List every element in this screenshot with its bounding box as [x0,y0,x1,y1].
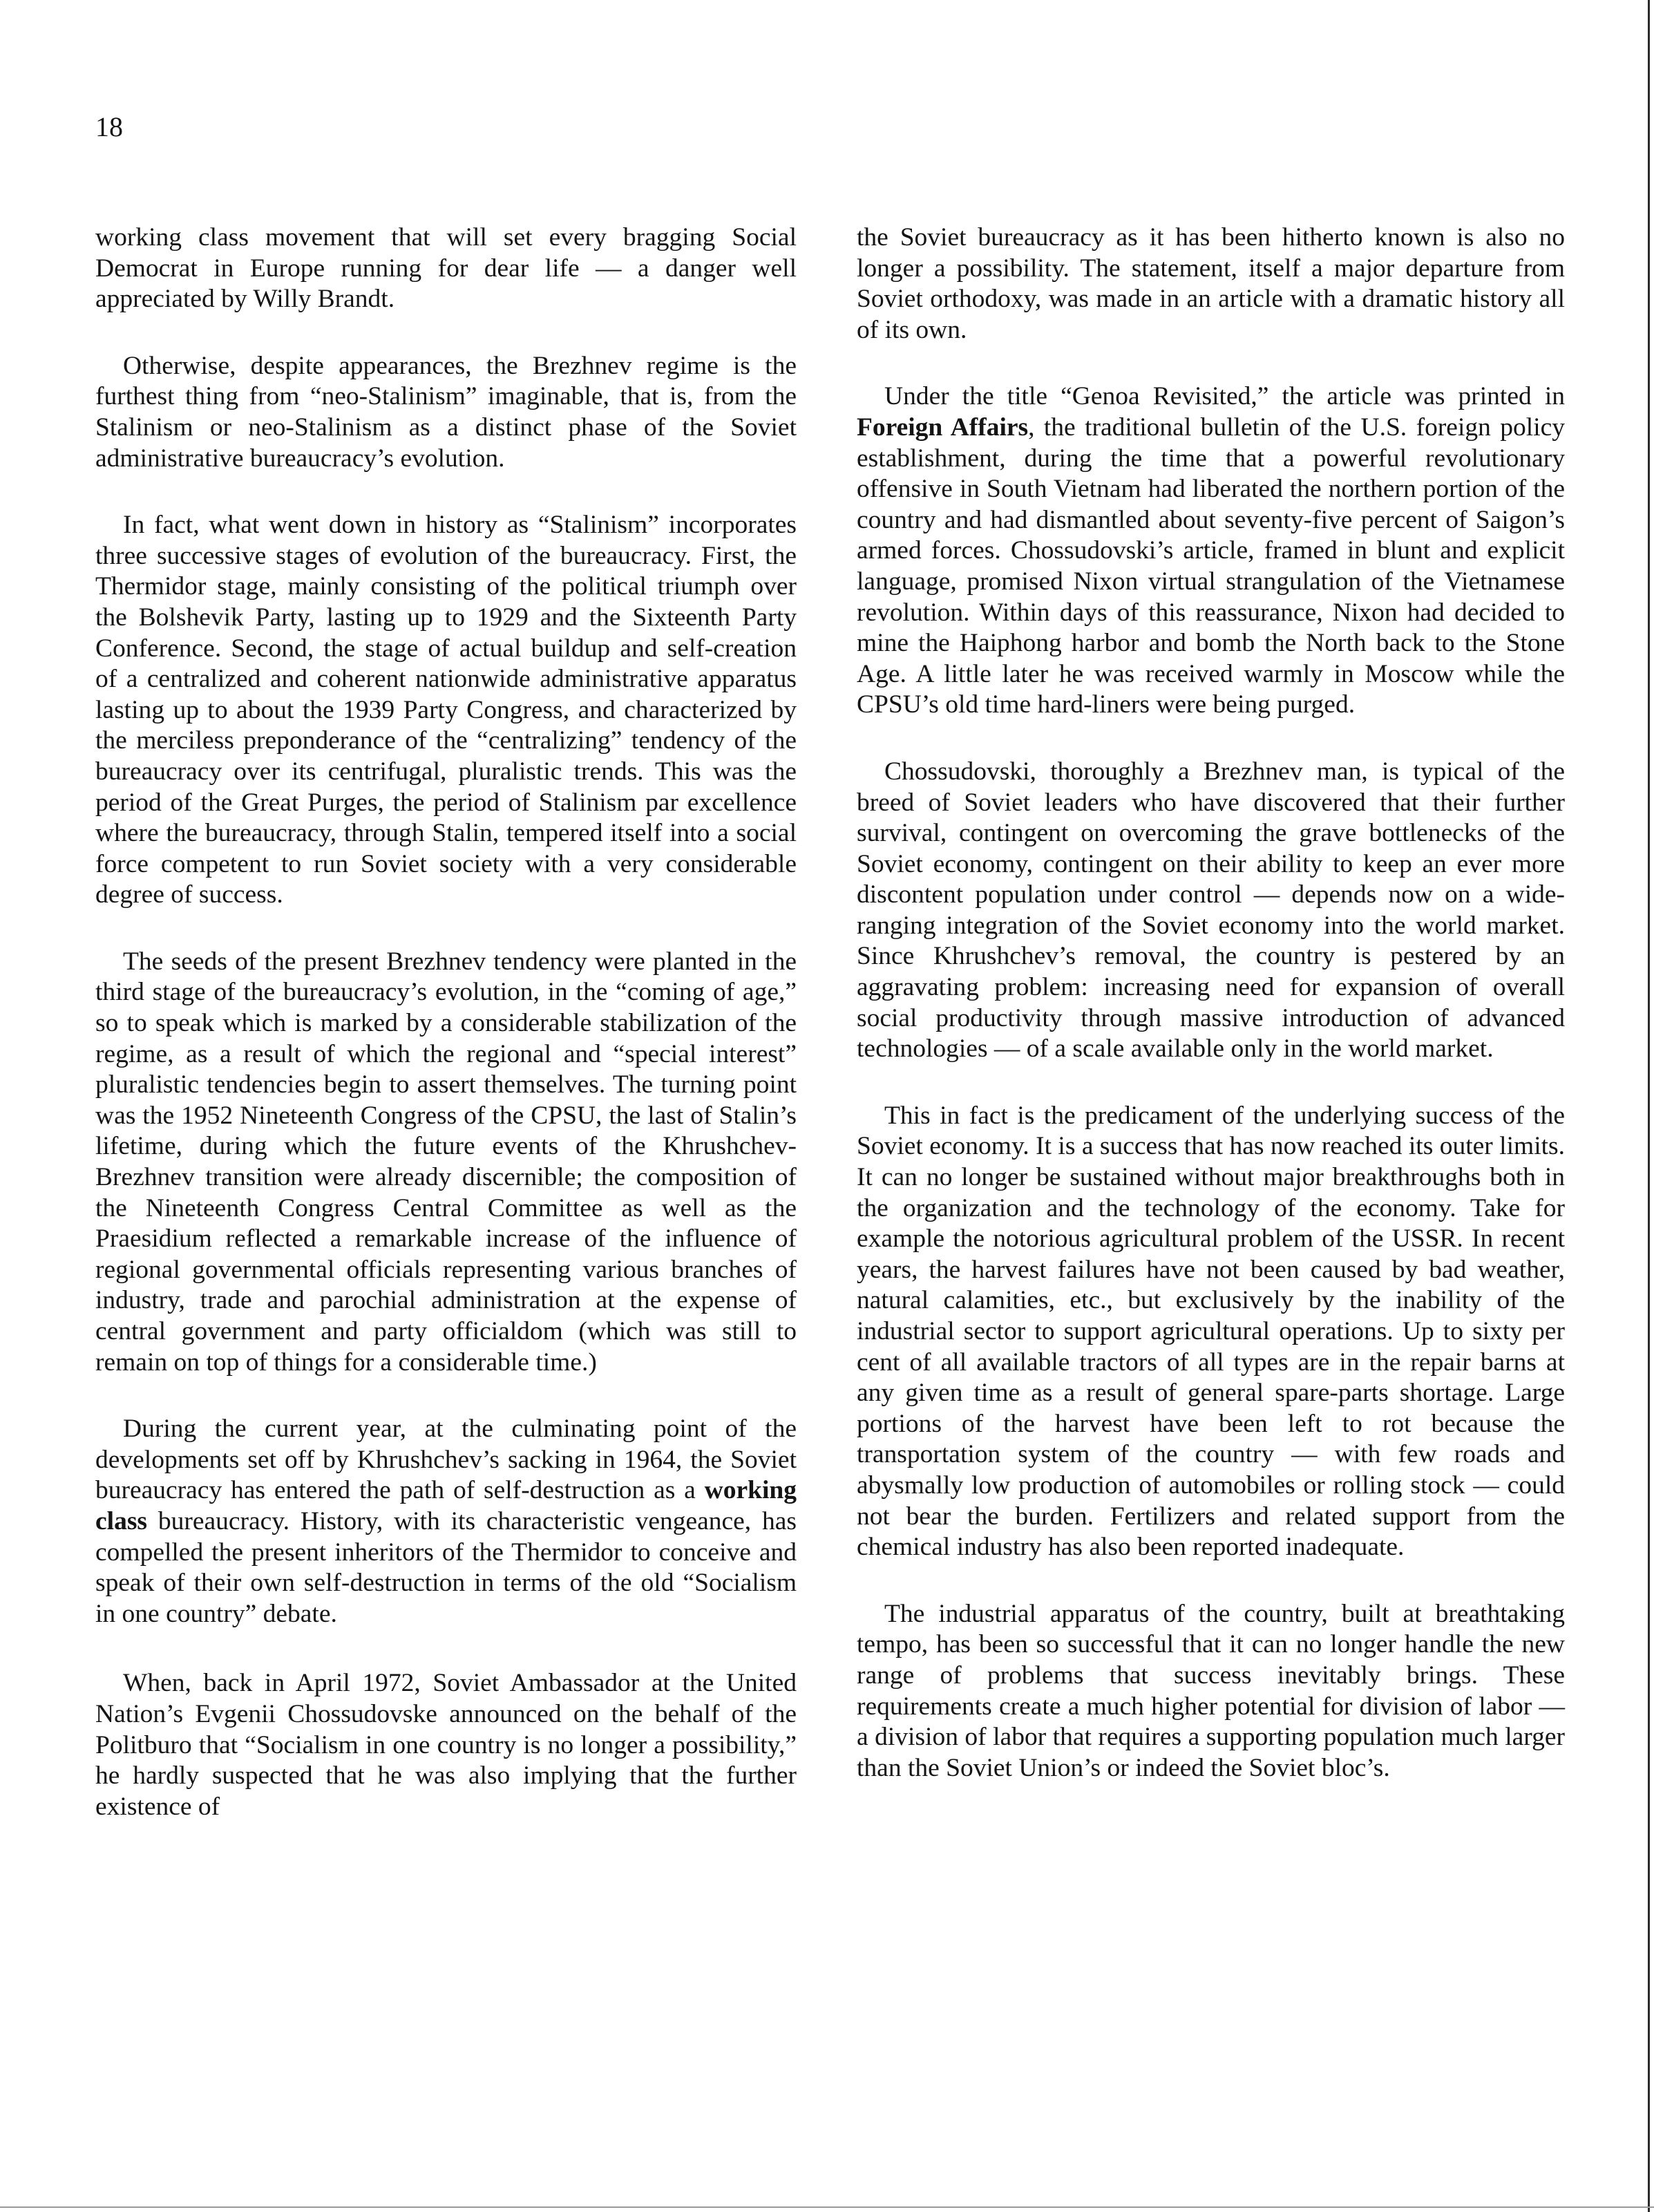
right-paragraph-4: This in fact is the predicament of the underlying success of the Soviet economy. It is a success that has now reached its outer limits. It can no longer be sustained without major breakthroughs both in the organization and the technology of the economy. Take for example the notorious agricultural problem of the USSR. In recent years, the harvest failures have not been caused by bad weather, natural calamities, etc., but exclusively by the inability of the industrial sector to support agricultural operations. Up to sixty per cent of all available tractors of all types are in the repair barns at any given time as a result of general spare-parts shortage. Large portions of the harvest have been left to rot because the transportation system of the country — with few roads and abysmally low production of automobiles or rolling stock — could not bear the burden. Fertilizers and related support from the chemical industry has also been reported inadequate. [857,1101,1565,1562]
left-paragraph-6: When, back in April 1972, Soviet Ambassador at the United Nation’s Evgenii Chossudovske announced on the behalf of the Politburo that “Socialism in one country is no longer a possibility,” he hardly suspected that he was also implying that the further existence of [95,1669,797,1821]
scan-edge-right [1648,0,1650,2212]
left-paragraph-5-text-a: During the current year, at the culminating point of the developments set off by Khrushchev’s sacking in 1964, the Soviet bureaucracy has entered the path of self-destruction as a [95,1415,797,1505]
scan-edge-bottom [0,2206,1654,2208]
left-column [95,223,797,1858]
left-paragraph-1: working class movement that will set every bragging Social Democrat in Europe running for dear life — a danger well appreciated by Willy Brandt. [95,223,797,314]
right-column [857,223,1565,1819]
right-paragraph-2-bold-term: Foreign Affairs [857,413,1029,442]
right-paragraph-2 [857,381,1565,721]
left-paragraph-5-text-b: bureaucracy. History, with its characteristic vengeance, has compelled the present inheritors of the Thermidor to conceive and speak of their own self-destruction in terms of the old “Socialism in one country” debate. [95,1506,797,1628]
page-number: 18 [95,111,123,142]
left-paragraph-4: The seeds of the present Brezhnev tendency were planted in the third stage of the bureaucracy’s evolution, in the “coming of age,” so to speak which is marked by a considerable stabilization of the regime, as a result of which the regional and “special interest” pluralistic tendencies begin to assert themselves. The turning point was the 1952 Nineteenth Congress of the CPSU, the last of Stalin’s lifetime, during which the future events of the Khrushchev-Brezhnev transition were already discernible; the composition of the Nineteenth Congress Central Committee as well as the Praesidium reflected a remarkable increase of the influence of regional governmental officials representing various branches of industry, trade and parochial administration at the expense of central government and party officialdom (which was still to remain on top of things for a considerable time.) [95,947,797,1377]
left-paragraph-5-bold-term: working class [95,1476,797,1535]
right-paragraph-2-text-a: Under the title “Genoa Revisited,” the article was printed in [884,382,1565,411]
left-paragraph-3: In fact, what went down in history as “Stalinism” incorporates three successive stages of evolution of the bureaucracy. First, the Thermidor stage, mainly consisting of the political triumph over the Bolshevik Party, lasting up to 1929 and the Sixteenth Party Conference. Second, the stage of actual buildup and self-creation of a centralized and coherent nationwide administrative apparatus lasting up to about the 1939 Party Congress, and characterized by the merciless preponderance of the “centralizing” tendency of the bureaucracy over its centrifugal, pluralistic trends. This was the period of the Great Purges, the period of Stalinism par excellence where the bureaucracy, through Stalin, tempered itself into a social force competent to run Soviet society with a very considerable degree of success. [95,511,797,909]
right-paragraph-3: Chossudovski, thoroughly a Brezhnev man, is typical of the breed of Soviet leaders who have discovered that their further survival, contingent on overcoming the grave bottlenecks of the Soviet economy, contingent on their ability to keep an ever more discontent population under control — depends now on a wide-ranging integration of the Soviet economy into the world market. Since Khrushchev’s removal, the country is pestered by an aggravating problem: increasing need for expansion of overall social productivity through massive introduction of advanced technologies — of a scale available only in the world market. [857,757,1565,1064]
right-paragraph-1: the Soviet bureaucracy as it has been hitherto known is also no longer a possibility. The statement, itself a major departure from Soviet orthodoxy, was made in an article with a dramatic history all of its own. [857,223,1565,344]
left-paragraph-5 [95,1414,797,1629]
right-paragraph-2-text-b: , the traditional bulletin of the U.S. foreign policy establishment, during the time that a powerful revolutionary offensive in South Vietnam had liberated the northern portion of the country and had dismantled about seventy-five percent of Saigon’s armed forces. Chossudovski’s article, framed in blunt and explicit language, promised Nixon virtual strangulation of the Vietnamese revolution. Within days of this reassurance, Nixon had decided to mine the Haiphong harbor and bomb the North back to the Stone Age. A little later he was received warmly in Moscow while the CPSU’s old time hard-liners were being purged. [857,413,1566,719]
left-paragraph-2: Otherwise, despite appearances, the Brezhnev regime is the furthest thing from “neo-Stalinism” imaginable, that is, from the Stalinism or neo-Stalinism as a distinct phase of the Soviet administrative bureaucracy’s evolution. [95,351,797,473]
right-paragraph-5: The industrial apparatus of the country, built at breathtaking tempo, has been so successful that it can no longer handle the new range of problems that success inevitably brings. These requirements create a much higher potential for division of labor — a division of labor that requires a supporting population much larger than the Soviet Union’s or indeed the Soviet bloc’s. [857,1599,1565,1782]
